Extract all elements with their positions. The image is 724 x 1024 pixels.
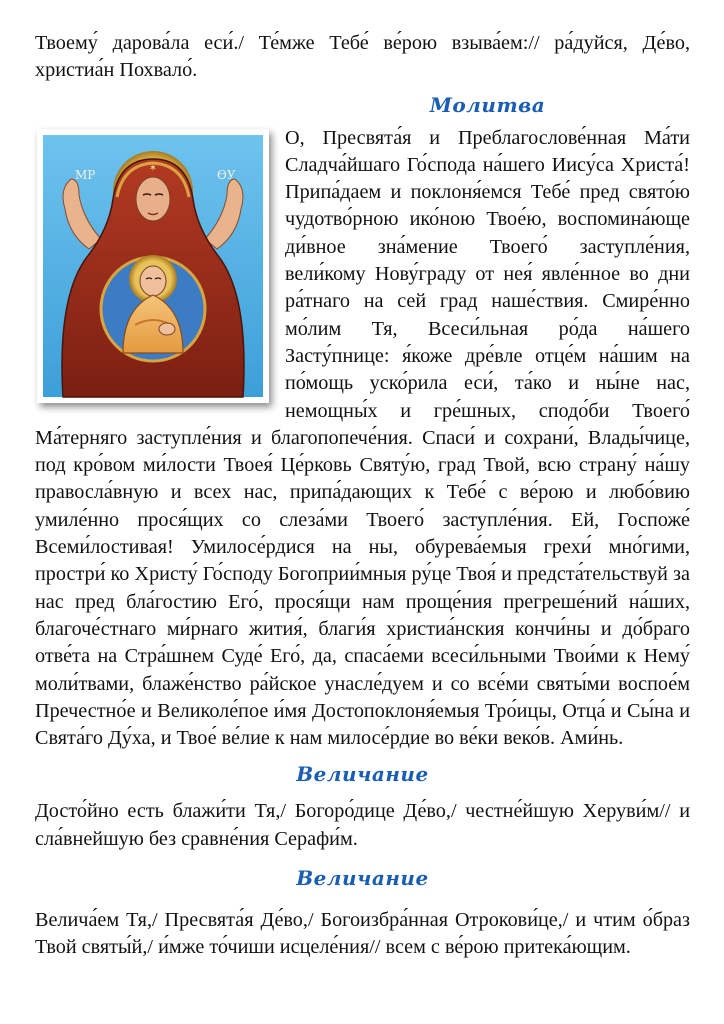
magnification-text-1: Досто́йно есть блажи́ти Тя,/ Богоро́дице Де́во,/ честне́йшую Херуви́м// и сла́внейшую без сравне́ния Серафи́м. [35,800,690,850]
intro-paragraph: Твоему́ дарова́ла еси́./ Те́мже Тебе́ ве́рою взыва́ем:// ра́дуйся, Де́во, христиа́н Похвало́. [35,32,690,82]
icon-label-right: ѲУ [217,167,236,182]
prayer-text: О, Пресвята́я и Преблагослове́нная Ма́ти Сладча́йшаго Го́спода на́шего Иису́са Христа́! Припа́даем и поклоня́емся Тебе́ пред свято́ю чудотво́рною ико́ною Твое́ю, воспомина́юще ди́вное зна́мение Твоего́ заступле́ния, вели́кому Нову́граду от нея́ явле́нное во дни ра́тнаго на сей град наше́ствия. Смире́нно мо́лим Тя, Всеси́льная ро́да на́шего Засту́пнице: я́коже дре́вле отце́м на́шим на по́мощь уско́рила еси́, та́ко и ны́не нас, немощны́х и гре́шных, сподо́би Твоего́ Ма́терняго заступле́ния и благопопече́ния. Спаси́ и сохрани́, Влады́чице, под кро́вом ми́лости Твоея́ Це́рковь Святу́ю, град Твой, всю страну́ на́шу правосла́вную и всех нас, припа́дающих к Тебе́ с ве́рою и любо́вию умиле́нно прося́щих со слеза́ми Твоего́ заступле́ния. Ей, Госпоже́ Всеми́лостивая! Умилосе́рдися на ны, обурева́емыя грехи́ мно́гими, простри́ ко Христу́ Го́споду Богоприи́мныя ру́це Твоя́ и предста́тельствуй за нас пред бла́гостию Его́, прося́щи нам проще́ния прегреше́ний на́ших, благоче́стнаго ми́рнаго жития́, благи́я христиа́нския кончи́ны и до́браго отве́та на Стра́шнем Суде́ Его́, да, спаса́еми всеси́льными Твои́ми к Нему́ моли́твами, блаже́нство ра́йское унасле́дуем и со все́ми святы́ми воспое́м Пречестно́е и Великоле́пое и́мя Достопоклоня́емыя Тро́ицы, Отца́ и Сы́на и Свята́го Ду́ха, и Твое́ ве́лие к нам милосе́рдие во ве́ки веко́в. Ами́нь. [35,126,690,750]
theotokos-of-the-sign-icon [37,129,269,403]
icon-label-left: МР [75,167,96,182]
magnification-heading-2: Величание [296,866,429,891]
magnification-text-2: Велича́ем Тя,/ Пресвята́я Де́во,/ Богоизбра́нная Отрокови́це,/ и чтим о́браз Твой святы́й,/ и́мже то́чиши исцеле́ния// всем с ве́рою притека́ющим. [35,909,690,959]
prayer-heading: Молитва [429,92,546,117]
magnification-heading-1: Величание [296,762,429,787]
document-page [35,30,690,962]
svg-text:✶: ✶ [148,162,158,174]
